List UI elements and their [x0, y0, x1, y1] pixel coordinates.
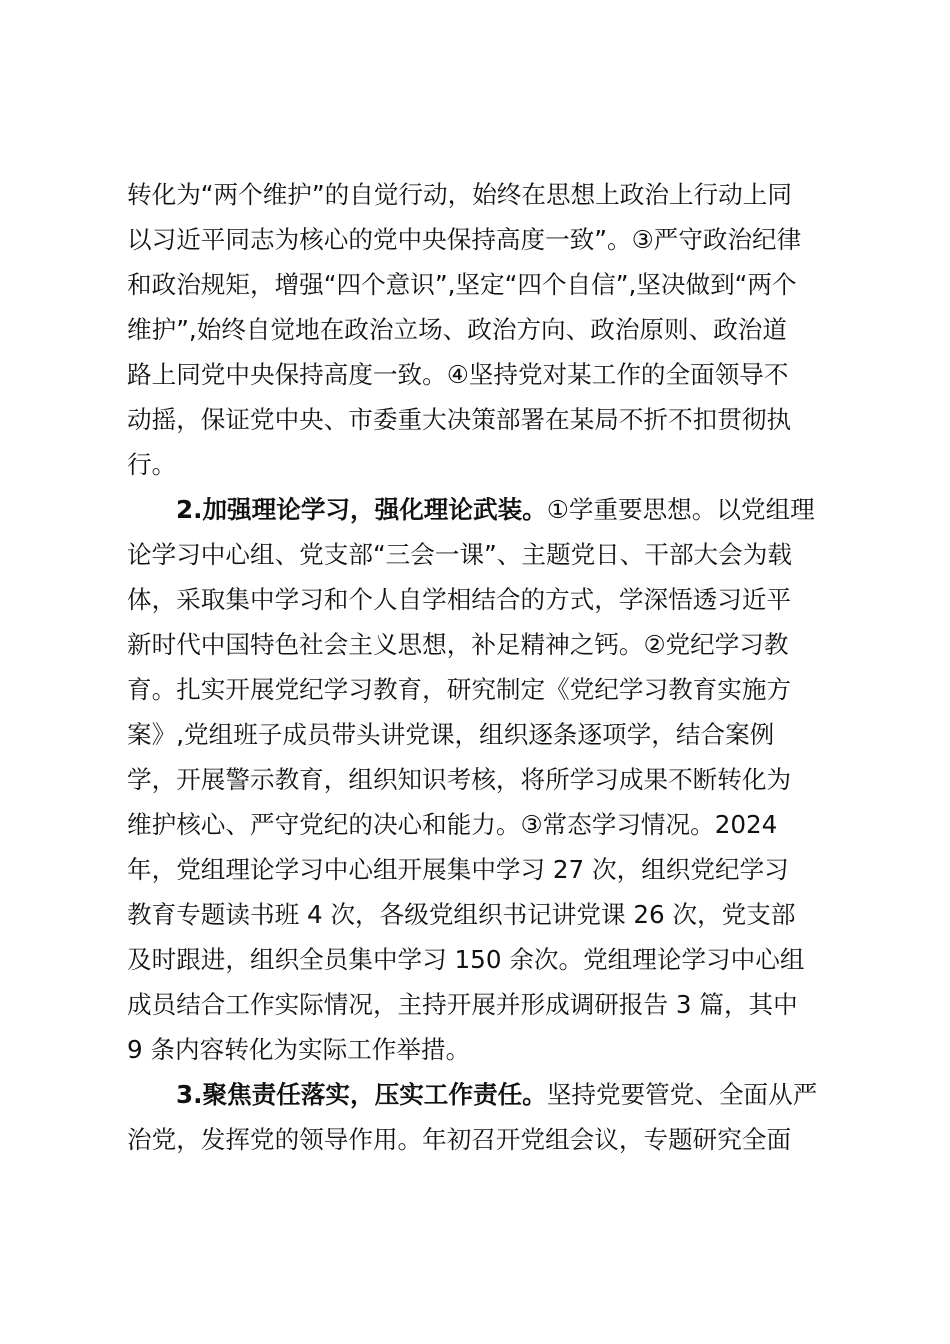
paragraph-3	[127, 1072, 832, 1162]
text-line: 行。	[127, 450, 177, 479]
text-line: 育。扎实开展党纪学习教育，研究制定《党纪学习教育实施方	[127, 675, 792, 704]
text-span: 坚持党要管党、全面从严	[546, 1080, 818, 1109]
section-heading: 2.加强理论学习，强化理论武装。	[176, 495, 547, 524]
text-span: ①学重要思想。以党组理	[546, 495, 815, 524]
text-line: 和政治规矩，增强“四个意识”,坚定“四个自信”,坚决做到“两个	[127, 270, 797, 299]
section-heading: 3.聚焦责任落实，压实工作责任。	[176, 1080, 547, 1109]
paragraph-2	[127, 487, 832, 1072]
paragraph-first-line	[127, 487, 832, 532]
paragraph-1	[127, 172, 832, 487]
text-line: 动摇，保证党中央、市委重大决策部署在某局不折不扣贯彻执	[127, 405, 792, 434]
text-line: 论学习中心组、党支部“三会一课”、主题党日、干部大会为载	[127, 540, 792, 569]
text-line: 学，开展警示教育，组织知识考核，将所学习成果不断转化为	[127, 765, 792, 794]
text-line: 成员结合工作实际情况，主持开展并形成调研报告 3 篇，其中	[127, 990, 798, 1019]
text-line: 以习近平同志为核心的党中央保持高度一致”。③严守政治纪律	[127, 225, 802, 254]
text-line: 维护”,始终自觉地在政治立场、政治方向、政治原则、政治道	[127, 315, 787, 344]
text-line: 年，党组理论学习中心组开展集中学习 27 次，组织党纪学习	[127, 855, 789, 884]
text-line: 新时代中国特色社会主义思想，补足精神之钙。②党纪学习教	[127, 630, 789, 659]
text-line: 案》,党组班子成员带头讲党课，组织逐条逐项学，结合案例	[127, 720, 775, 749]
text-line: 及时跟进，组织全员集中学习 150 余次。党组理论学习中心组	[127, 945, 805, 974]
paragraph-first-line	[127, 1072, 832, 1117]
text-line: 体，采取集中学习和个人自学相结合的方式，学深悟透习近平	[127, 585, 792, 614]
text-line: 路上同党中央保持高度一致。④坚持党对某工作的全面领导不	[127, 360, 789, 389]
text-line: 9 条内容转化为实际工作举措。	[127, 1035, 471, 1064]
text-line: 转化为“两个维护”的自觉行动，始终在思想上政治上行动上同	[127, 180, 792, 209]
text-line: 维护核心、严守党纪的决心和能力。③常态学习情况。2024	[127, 810, 778, 839]
text-line: 治党，发挥党的领导作用。年初召开党组会议，专题研究全面	[127, 1125, 792, 1154]
text-line: 教育专题读书班 4 次，各级党组织书记讲党课 26 次，党支部	[127, 900, 796, 929]
document-body	[127, 172, 832, 1162]
